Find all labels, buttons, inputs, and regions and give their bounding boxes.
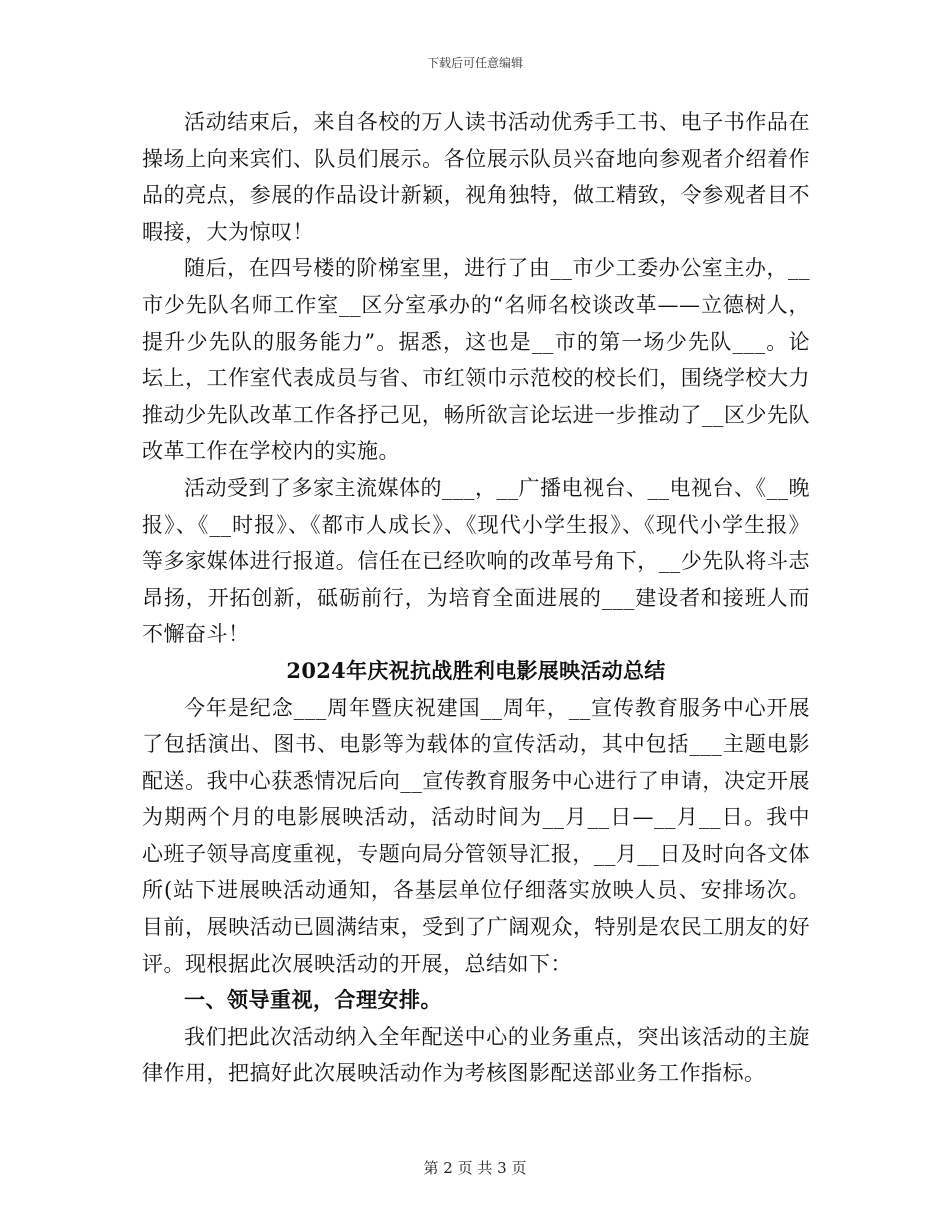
paragraph-forum: 随后，在四号楼的阶梯室里，进行了由__市少工委办公室主办，__市少先队名师工作室__区分室承办的“名师名校谈改革——立德树人，提升少先队的服务能力”。据悉，这也是__市的第一场少先队___。论坛上，工作室代表成员与省、市红领巾示范校的校长们，围绕学校大力推动少先队改革工作各抒己见，畅所欲言论坛进一步推动了__区少先队改革工作在学校内的实施。 [142, 256, 810, 464]
paragraph-section-1: 我们把此次活动纳入全年配送中心的业务重点，突出该活动的主旋律作用，把搞好此次展映活动作为考核图影配送部业务工作指标。 [142, 1024, 810, 1086]
document-title: 2024年庆祝抗战胜利电影展映活动总结 [286, 657, 666, 683]
paragraph-media: 活动受到了多家主流媒体的___，__广播电视台、__电视台、《__晚报》、《__时报》、《都市人成长》、《现代小学生报》、《现代小学生报》等多家媒体进行报道。信任在已经吹响的改革号角下，__少先队将斗志昂扬，开拓创新，砥砺前行，为培育全面进展的___建设者和接班人而不懈奋斗！ [142, 475, 810, 647]
paragraph-exhibition: 活动结束后，来自各校的万人读书活动优秀手工书、电子书作品在操场上向来宾们、队员们展示。各位展示队员兴奋地向参观者介绍着作品的亮点，参展的作品设计新颖，视角独特，做工精致，令参观者目不暇接，大为惊叹！ [142, 110, 810, 244]
page-number-footer: 第 2 页 共 3 页 [423, 1159, 527, 1177]
page-header-note: 下载后可任意编辑 [426, 56, 523, 70]
document-body [142, 104, 810, 1092]
section-heading-1: 一、领导重视，合理安排。 [184, 987, 442, 1013]
paragraph-intro: 今年是纪念___周年暨庆祝建国__周年，__宣传教育服务中心开展了包括演出、图书、电影等为载体的宣传活动，其中包括___主题电影配送。我中心获悉情况后向__宣传教育服务中心进行了申请，决定开展为期两个月的电影展映活动，活动时间为__月__日—__月__日。我中心班子领导高度重视，专题向局分管领导汇报，__月__日及时向各文体所(站下进展映活动通知，各基层单位仔细落实放映人员、安排场次。目前，展映活动已圆满结束，受到了广阔观众，特别是农民工朋友的好评。现根据此次展映活动的开展，总结如下： [142, 695, 810, 976]
